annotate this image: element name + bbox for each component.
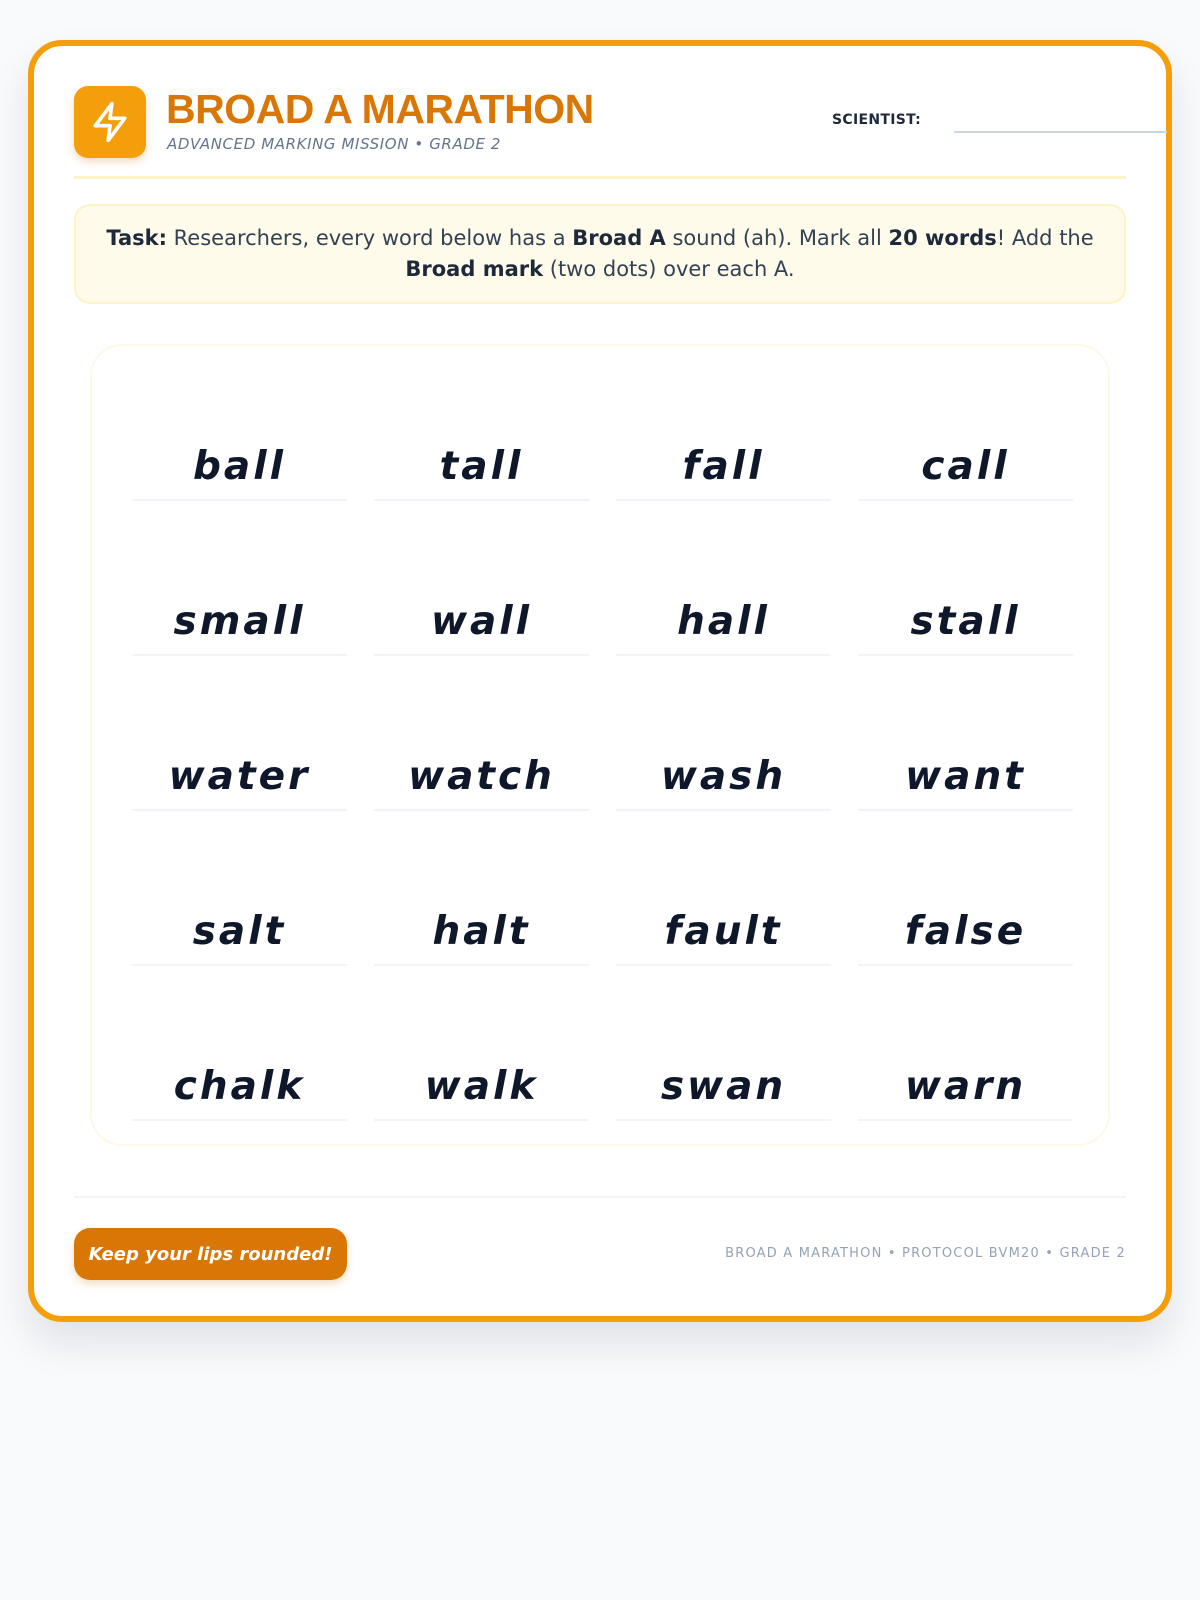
footer-divider: [74, 1196, 1126, 1198]
word-item[interactable]: ball: [132, 386, 347, 501]
task-highlight: Broad A: [572, 226, 666, 250]
word-item[interactable]: stall: [858, 541, 1073, 656]
word-item[interactable]: fall: [616, 386, 831, 501]
task-label: Task:: [106, 226, 167, 250]
task-text: [106, 223, 1094, 285]
word-item[interactable]: watch: [374, 696, 589, 811]
word-item[interactable]: water: [132, 696, 347, 811]
header: [74, 86, 1126, 179]
word-grid: [132, 386, 1073, 1161]
word-item[interactable]: hall: [616, 541, 831, 656]
scientist-name-line[interactable]: [954, 131, 1167, 133]
word-item[interactable]: swan: [616, 1006, 831, 1121]
word-item[interactable]: salt: [132, 851, 347, 966]
word-item[interactable]: call: [858, 386, 1073, 501]
task-text-part: ! Add the: [996, 226, 1094, 250]
task-text-part: sound (ah). Mark all: [665, 226, 889, 250]
task-instructions: [74, 204, 1126, 304]
word-item[interactable]: warn: [858, 1006, 1073, 1121]
task-highlight: Broad mark: [405, 257, 544, 281]
page-subtitle: ADVANCED MARKING MISSION • GRADE 2: [167, 135, 502, 153]
task-highlight: 20 words: [888, 226, 997, 250]
logo-badge: [74, 86, 146, 158]
lightning-icon: [88, 100, 132, 144]
word-item[interactable]: small: [132, 541, 347, 656]
word-item[interactable]: false: [858, 851, 1073, 966]
tip-badge: Keep your lips rounded!: [74, 1228, 347, 1280]
scientist-label: SCIENTIST:: [832, 112, 922, 128]
footer-protocol: BROAD A MARATHON • PROTOCOL BVM20 • GRADE 2: [725, 1246, 1126, 1261]
word-item[interactable]: wash: [616, 696, 831, 811]
word-grid-panel: [90, 344, 1110, 1146]
word-item[interactable]: halt: [374, 851, 589, 966]
word-item[interactable]: tall: [374, 386, 589, 501]
worksheet: [28, 40, 1172, 1322]
word-item[interactable]: fault: [616, 851, 831, 966]
page-title: BROAD A MARATHON: [166, 86, 594, 132]
word-item[interactable]: want: [858, 696, 1073, 811]
word-item[interactable]: wall: [374, 541, 589, 656]
word-item[interactable]: chalk: [132, 1006, 347, 1121]
task-text-part: Researchers, every word below has a: [166, 226, 573, 250]
task-text-part: (two dots) over each A.: [543, 257, 795, 281]
word-item[interactable]: walk: [374, 1006, 589, 1121]
